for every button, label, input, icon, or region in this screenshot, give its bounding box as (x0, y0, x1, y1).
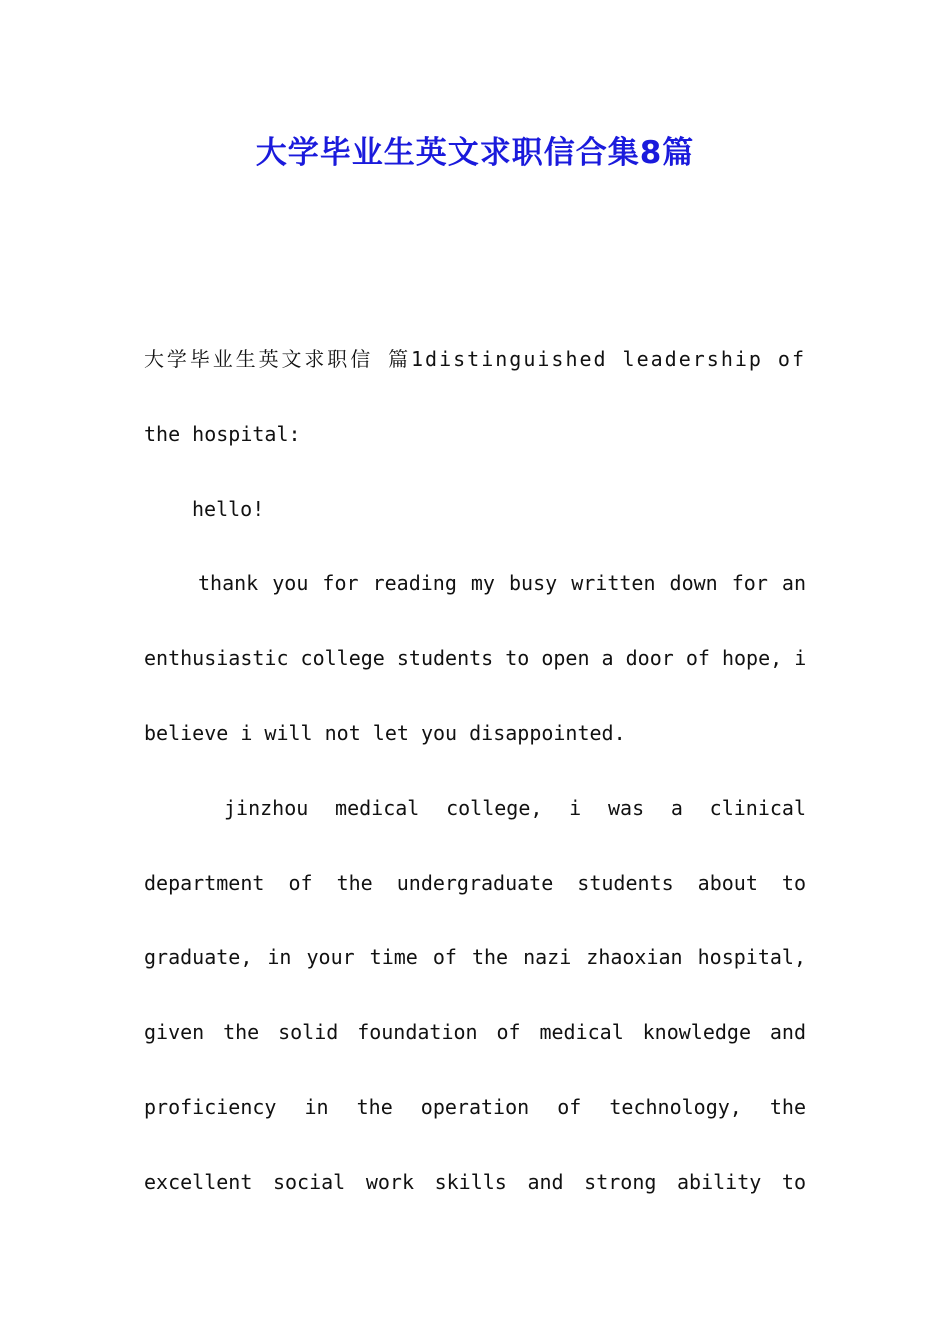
body-line: proficiency in the operation of technology, the (144, 1094, 806, 1119)
body-line: believe i will not let you disappointed. (144, 720, 626, 745)
body-line: given the solid foundation of medical knowledge and (144, 1020, 806, 1045)
body-line: department of the undergraduate students about to (144, 870, 806, 895)
body-line: the hospital: (144, 421, 301, 446)
body-line: excellent social work skills and strong ability to (144, 1169, 806, 1194)
body-line: thank you for reading my busy written down for an (198, 571, 806, 596)
body-line: enthusiastic college students to open a door of hope, i (144, 646, 807, 671)
body-line: 大学毕业生英文求职信 篇1distinguished leadership of (144, 347, 806, 371)
document-title: 大学毕业生英文求职信合集8篇 (255, 135, 695, 171)
document-body (144, 322, 806, 1220)
body-line: jinzhou medical college, i was a clinical (224, 795, 806, 820)
body-line: graduate, in your time of the nazi zhaoxian hospital, (144, 945, 806, 970)
body-line: hello! (192, 496, 265, 521)
